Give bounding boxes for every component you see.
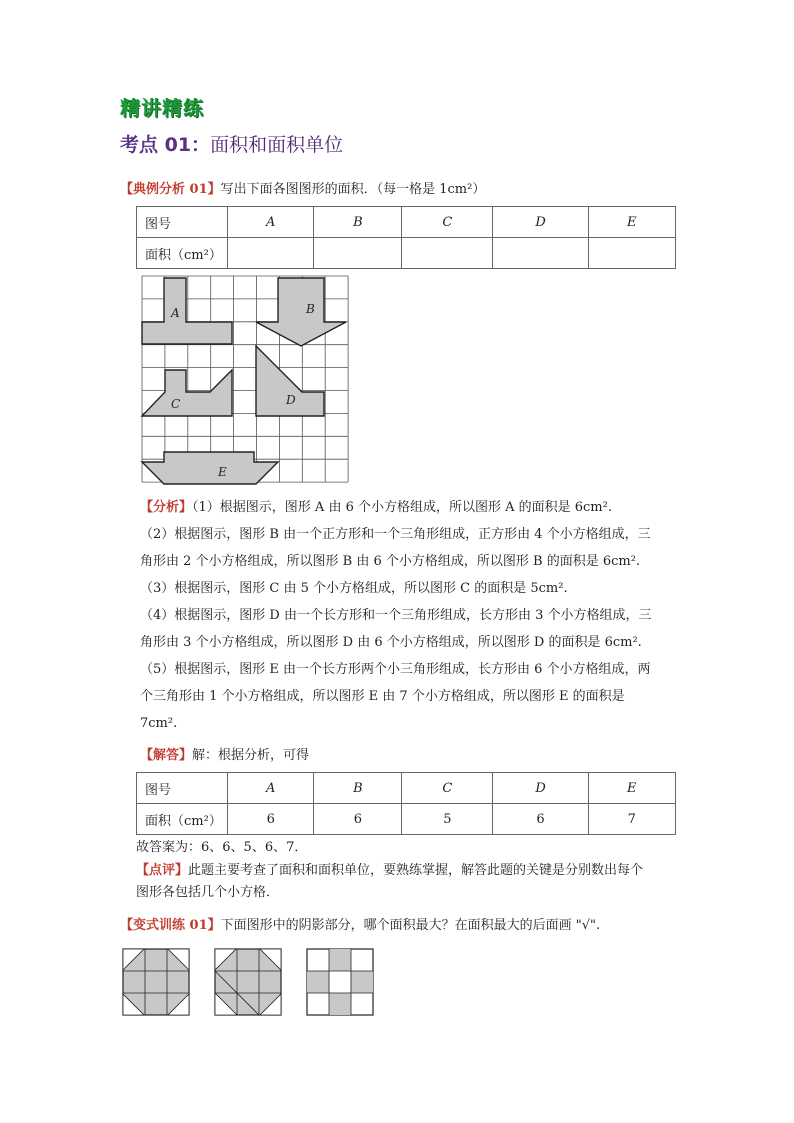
comment-line-2: 图形各包括几个小方格． [136, 885, 280, 900]
label-e: E [218, 465, 227, 479]
table-cell: 6 [228, 804, 314, 835]
table-cell: E [588, 207, 675, 238]
analysis-tag: 【分析】 [140, 500, 193, 515]
practice-figure-3 [306, 948, 374, 1018]
comment-block: 【点评】此题主要考查了面积和面积单位，要熟练掌握，解答此题的关键是分别数出每个 图形各包括几个小方格． [136, 860, 643, 904]
analysis-line-1: 【分析】（1）根据图示，图形 A 由 6 个小方格组成，所以图形 A 的面积是 6cm². [140, 500, 612, 515]
blank-answer-table [136, 206, 676, 269]
table-cell: D [493, 773, 588, 804]
shape-a [142, 278, 232, 344]
topic-name: 面积和面积单位 [210, 134, 344, 156]
table-cell: 6 [493, 804, 588, 835]
table-row-label: 面积（cm²） [137, 238, 228, 269]
practice-figure-1 [122, 948, 190, 1018]
table-cell: 6 [314, 804, 402, 835]
table-cell: 7 [588, 804, 675, 835]
analysis-line-2: （2）根据图示，图形 B 由一个正方形和一个三角形组成，正方形由 4 个小方格组成，三 [140, 527, 651, 542]
table-header-row [137, 207, 676, 238]
table-row [137, 804, 676, 835]
analysis-line-7: （5）根据图示，图形 E 由一个长方形两个小三角形组成，长方形由 6 个小方格组成，两 [140, 662, 651, 677]
analysis-line-6: 角形由 3 个小方格组成，所以图形 D 由 6 个小方格组成，所以图形 D 的面积是 6cm². [140, 635, 642, 650]
shape-c [142, 370, 232, 416]
table-cell[interactable] [314, 238, 402, 269]
label-d: D [286, 393, 296, 407]
label-b: B [306, 302, 315, 316]
analysis-block [140, 494, 700, 737]
table-cell[interactable] [402, 238, 493, 269]
comment-tag: 【点评】 [136, 863, 189, 878]
table-cell: E [588, 773, 675, 804]
shape-grid-figure [140, 274, 350, 486]
analysis-line-4: （3）根据图示，图形 C 由 5 个小方格组成，所以图形 C 的面积是 5cm². [140, 581, 568, 596]
example-text: 写出下面各图图形的面积．（每一格是 1cm²） [220, 182, 486, 197]
table-cell: C [402, 773, 493, 804]
table-cell: C [402, 207, 493, 238]
practice-tag: 【变式训练 01】 [120, 918, 221, 933]
table-cell: 图号 [137, 207, 228, 238]
analysis-line-8: 个三角形由 1 个小方格组成，所以图形 E 由 7 个小方格组成，所以图形 E 的面积是 [140, 689, 625, 704]
section-title: 精讲精练 [120, 96, 204, 120]
table-cell: 5 [402, 804, 493, 835]
table-header-row [137, 773, 676, 804]
solution-line: 【解答】解：根据分析，可得 [140, 748, 310, 763]
table-cell[interactable] [493, 238, 588, 269]
table-cell: A [228, 773, 314, 804]
shape-b [256, 278, 346, 346]
table-cell[interactable] [228, 238, 314, 269]
practice-prompt: 【变式训练 01】下面图形中的阴影部分，哪个面积最大？在面积最大的后面画 "√". [120, 918, 601, 933]
final-answer: 故答案为：6、6、5、6、7． [136, 840, 308, 855]
table-cell[interactable] [588, 238, 675, 269]
table-cell: B [314, 207, 402, 238]
example-tag: 【典例分析 01】 [120, 182, 221, 197]
solution-tag: 【解答】 [140, 748, 193, 763]
answer-table [136, 772, 676, 835]
shape-e [142, 452, 278, 484]
table-row-label: 面积（cm²） [137, 804, 228, 835]
table-cell: 图号 [137, 773, 228, 804]
topic-title [120, 130, 343, 157]
table-cell: B [314, 773, 402, 804]
analysis-line-3: 角形由 2 个小方格组成，所以图形 B 由 6 个小方格组成，所以图形 B 的面积是 6cm². [140, 554, 641, 569]
analysis-line-9: 7cm². [140, 716, 178, 731]
topic-number: 考点 01： [120, 134, 211, 156]
table-cell: A [228, 207, 314, 238]
practice-figure-2 [214, 948, 282, 1018]
label-c: C [171, 397, 181, 411]
table-cell: D [493, 207, 588, 238]
label-a: A [171, 306, 180, 320]
analysis-line-5: （4）根据图示，图形 D 由一个长方形和一个三角形组成，长方形由 3 个小方格组成，三 [140, 608, 652, 623]
table-row [137, 238, 676, 269]
example-prompt [120, 180, 485, 200]
